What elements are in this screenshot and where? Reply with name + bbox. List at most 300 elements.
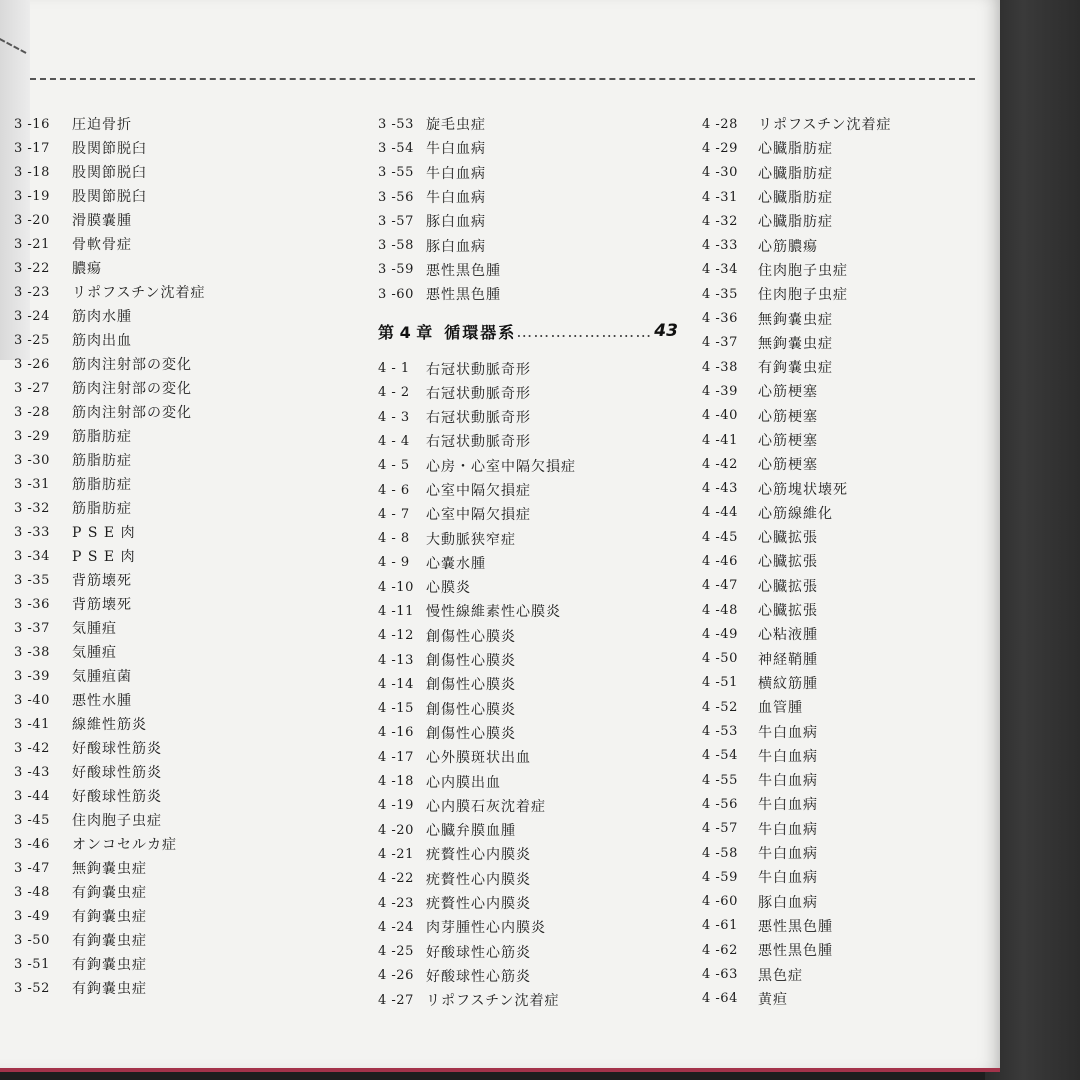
toc-entry — [14, 688, 205, 712]
toc-entry — [14, 616, 205, 640]
toc-column-2-top — [378, 112, 678, 306]
entry-title: 圧迫骨折 — [72, 117, 132, 133]
entry-number: 3 -29 — [14, 428, 50, 444]
entry-number: 3 -44 — [14, 788, 50, 804]
entry-number: 4 -25 — [378, 944, 414, 960]
entry-title: 心筋膿瘍 — [758, 238, 818, 255]
entry-number: 4 -47 — [702, 578, 738, 594]
entry-number: 4 -34 — [702, 262, 738, 278]
toc-column-3 — [702, 112, 891, 1011]
toc-entry — [702, 428, 891, 452]
entry-number: 4 -28 — [702, 116, 738, 132]
entry-title: 有鉤嚢虫症 — [72, 981, 147, 997]
toc-entry — [14, 352, 205, 376]
entry-number: 3 -52 — [14, 980, 50, 996]
entry-number: 4 - 1 — [378, 361, 410, 377]
entry-title: 創傷性心膜炎 — [426, 701, 516, 718]
entry-number: 3 -49 — [14, 908, 50, 924]
entry-number: 4 -44 — [702, 505, 738, 521]
toc-entry — [702, 233, 891, 257]
entry-number: 3 -20 — [14, 212, 50, 228]
entry-title: 心室中隔欠損症 — [426, 507, 531, 524]
toc-entry — [378, 258, 678, 282]
entry-number: 4 -49 — [702, 626, 738, 642]
toc-entry — [14, 808, 205, 832]
toc-entry — [14, 136, 205, 160]
entry-title: 心臓脂肪症 — [758, 214, 833, 231]
entry-number: 4 -46 — [702, 553, 738, 569]
entry-title: 疣贅性心内膜炎 — [426, 871, 531, 888]
entry-title: 好酸球性筋炎 — [72, 765, 162, 781]
entry-title: 好酸球性心筋炎 — [426, 968, 531, 985]
toc-entry — [14, 568, 205, 592]
entry-number: 4 -50 — [702, 651, 738, 667]
toc-entry — [702, 258, 891, 282]
toc-entry — [378, 282, 678, 306]
entry-title: 豚白血病 — [758, 894, 818, 911]
toc-entry — [14, 640, 205, 664]
entry-title: 筋肉水腫 — [72, 309, 132, 325]
entry-number: 3 -51 — [14, 956, 50, 972]
entry-title: 悪性黒色腫 — [758, 918, 833, 935]
toc-column-2 — [378, 112, 678, 1012]
entry-title: 大動脈狭窄症 — [426, 531, 516, 548]
entry-number: 4 -10 — [378, 579, 414, 595]
entry-title: リポフスチン沈着症 — [72, 285, 206, 301]
entry-number: 4 -31 — [702, 189, 738, 205]
entry-number: 3 -27 — [14, 380, 50, 396]
entry-title: リポフスチン沈着症 — [758, 117, 892, 134]
toc-entry — [378, 867, 678, 891]
toc-column-2-bottom — [378, 356, 678, 1012]
entry-title: 牛白血病 — [758, 748, 818, 765]
entry-title: 黄疸 — [758, 991, 788, 1008]
entry-title: 筋脂肪症 — [72, 453, 132, 469]
toc-entry — [702, 161, 891, 185]
entry-number: 3 -25 — [14, 332, 50, 348]
entry-title: 横紋筋腫 — [758, 675, 818, 692]
entry-number: 3 -56 — [378, 189, 414, 205]
entry-number: 3 -16 — [14, 116, 50, 132]
entry-number: 3 -59 — [378, 262, 414, 278]
entry-title: 牛白血病 — [426, 190, 486, 207]
entry-number: 3 -19 — [14, 188, 50, 204]
toc-entry — [702, 598, 891, 622]
toc-entry — [378, 745, 678, 769]
toc-entry — [702, 452, 891, 476]
entry-number: 3 -40 — [14, 692, 50, 708]
entry-title: 住肉胞子虫症 — [758, 287, 848, 304]
entry-number: 4 -43 — [702, 481, 738, 497]
entry-number: 3 -17 — [14, 140, 50, 156]
toc-entry — [14, 184, 205, 208]
toc-entry — [14, 328, 205, 352]
entry-title: 心臓拡張 — [758, 578, 818, 595]
entry-number: 3 -22 — [14, 260, 50, 276]
entry-number: 3 -45 — [14, 812, 50, 828]
entry-number: 4 - 6 — [378, 482, 410, 498]
toc-entry — [702, 817, 891, 841]
entry-title: 筋脂肪症 — [72, 477, 132, 493]
entry-number: 3 -21 — [14, 236, 50, 252]
entry-title: 心内膜石灰沈着症 — [426, 798, 546, 815]
entry-title: 心臓拡張 — [758, 530, 818, 547]
chapter-page-number: 43 — [654, 321, 678, 342]
toc-entry — [378, 940, 678, 964]
entry-title: 膿瘍 — [72, 261, 102, 277]
entry-number: 4 -17 — [378, 749, 414, 765]
entry-title: 好酸球性筋炎 — [72, 789, 162, 805]
entry-title: 旋毛虫症 — [426, 117, 486, 134]
toc-entry — [14, 904, 205, 928]
entry-number: 3 -31 — [14, 476, 50, 492]
entry-number: 4 -58 — [702, 845, 738, 861]
entry-title: 創傷性心膜炎 — [426, 677, 516, 694]
toc-entry — [378, 233, 678, 257]
entry-number: 3 -23 — [14, 284, 50, 300]
entry-title: 心嚢水腫 — [426, 555, 486, 572]
entry-title: リポフスチン沈着症 — [426, 993, 560, 1010]
entry-title: 肉芽腫性心内膜炎 — [426, 920, 546, 937]
entry-number: 4 -21 — [378, 846, 414, 862]
entry-title: 有鉤嚢虫症 — [72, 957, 147, 973]
entry-title: 牛白血病 — [758, 773, 818, 790]
entry-title: 骨軟骨症 — [72, 237, 132, 253]
top-dashed-rule — [30, 78, 975, 80]
toc-entry — [378, 964, 678, 988]
entry-title: 豚白血病 — [426, 238, 486, 255]
entry-number: 4 -45 — [702, 529, 738, 545]
toc-entry — [702, 355, 891, 379]
toc-entry — [378, 454, 678, 478]
entry-title: 無鉤嚢虫症 — [758, 335, 833, 352]
toc-entry — [702, 209, 891, 233]
entry-title: 股関節脱臼 — [72, 141, 147, 157]
entry-title: 心筋梗塞 — [758, 433, 818, 449]
toc-entry — [14, 232, 205, 256]
toc-entry — [702, 404, 891, 428]
toc-entry — [702, 792, 891, 816]
entry-title: 線維性筋炎 — [72, 717, 147, 733]
entry-title: 気腫疽菌 — [72, 669, 132, 685]
toc-entry — [378, 915, 678, 939]
entry-number: 3 -38 — [14, 644, 50, 660]
toc-entry — [14, 376, 205, 400]
toc-entry — [378, 405, 678, 429]
toc-entry — [702, 865, 891, 889]
chapter-number: 第 4 章 — [378, 322, 433, 342]
toc-entry — [378, 672, 678, 696]
entry-number: 3 -53 — [378, 116, 414, 132]
toc-entry — [378, 624, 678, 648]
entry-number: 4 -12 — [378, 628, 414, 644]
entry-title: P S E 肉 — [72, 549, 136, 565]
entry-number: 4 -16 — [378, 725, 414, 741]
entry-title: 神経鞘腫 — [758, 651, 818, 668]
entry-number: 4 -57 — [702, 821, 738, 837]
entry-number: 4 -42 — [702, 456, 738, 472]
toc-entry — [378, 185, 678, 209]
entry-title: 牛白血病 — [758, 724, 818, 741]
entry-number: 3 -35 — [14, 572, 50, 588]
entry-number: 4 -19 — [378, 798, 414, 814]
entry-title: 牛白血病 — [758, 846, 818, 863]
toc-entry — [378, 721, 678, 745]
entry-title: 気腫疽 — [72, 645, 117, 661]
entry-number: 3 -33 — [14, 524, 50, 540]
entry-number: 3 -60 — [378, 286, 414, 302]
entry-number: 4 -40 — [702, 408, 738, 424]
toc-entry — [14, 256, 205, 280]
entry-number: 4 -41 — [702, 432, 738, 448]
entry-title: 住肉胞子虫症 — [72, 813, 162, 829]
entry-title: 有鉤嚢虫症 — [758, 360, 833, 377]
entry-number: 3 -37 — [14, 620, 50, 636]
toc-entry — [14, 400, 205, 424]
toc-entry — [702, 379, 891, 403]
entry-title: 筋脂肪症 — [72, 429, 132, 445]
entry-number: 3 -42 — [14, 740, 50, 756]
entry-title: 黒色症 — [758, 967, 803, 984]
chapter-title: 循環器系 — [444, 322, 517, 342]
entry-title: 好酸球性筋炎 — [72, 741, 162, 757]
toc-entry — [702, 719, 891, 743]
toc-entry — [378, 112, 678, 136]
toc-entry — [702, 744, 891, 768]
entry-number: 4 -20 — [378, 822, 414, 838]
entry-number: 3 -57 — [378, 213, 414, 229]
entry-title: 筋肉出血 — [72, 333, 132, 349]
entry-number: 4 -37 — [702, 335, 738, 351]
entry-number: 4 -27 — [378, 992, 414, 1008]
entry-title: 心外膜斑状出血 — [426, 750, 531, 767]
toc-entry — [14, 424, 205, 448]
entry-number: 4 -14 — [378, 676, 414, 692]
entry-title: 心臓脂肪症 — [758, 190, 833, 207]
toc-entry — [702, 282, 891, 306]
toc-entry — [14, 712, 205, 736]
entry-number: 4 -33 — [702, 238, 738, 254]
entry-title: 無鉤嚢虫症 — [758, 311, 833, 328]
entry-title: 筋肉注射部の変化 — [72, 381, 192, 397]
entry-number: 4 -32 — [702, 213, 738, 229]
entry-title: 心筋梗塞 — [758, 408, 818, 425]
entry-number: 3 -24 — [14, 308, 50, 324]
entry-title: 心筋梗塞 — [758, 384, 818, 401]
toc-entry — [378, 648, 678, 672]
entry-title: 心筋塊状壊死 — [758, 481, 848, 498]
entry-number: 3 -46 — [14, 836, 50, 852]
entry-title: 心膜炎 — [426, 580, 471, 597]
toc-entry — [378, 209, 678, 233]
toc-entry — [14, 592, 205, 616]
entry-number: 3 -36 — [14, 596, 50, 612]
entry-number: 3 -28 — [14, 404, 50, 420]
entry-title: 住肉胞子虫症 — [758, 262, 848, 279]
entry-title: 心臓拡張 — [758, 554, 818, 571]
toc-entry — [702, 136, 891, 160]
toc-entry — [702, 185, 891, 209]
entry-title: 心粘液腫 — [758, 627, 818, 644]
entry-number: 4 -11 — [378, 603, 414, 619]
entry-number: 4 -26 — [378, 968, 414, 984]
entry-title: 心内膜出血 — [426, 774, 501, 791]
toc-entry — [702, 962, 891, 986]
entry-title: 有鉤嚢虫症 — [72, 909, 147, 925]
entry-title: 悪性黒色腫 — [758, 943, 833, 960]
entry-number: 3 -32 — [14, 500, 50, 516]
entry-title: 好酸球性心筋炎 — [426, 944, 531, 961]
entry-number: 4 -18 — [378, 774, 414, 790]
entry-title: 豚白血病 — [426, 214, 486, 231]
entry-title: 悪性水腫 — [72, 693, 132, 709]
entry-title: 疣贅性心内膜炎 — [426, 847, 531, 864]
toc-entry — [378, 842, 678, 866]
toc-entry — [14, 760, 205, 784]
entry-number: 4 -59 — [702, 869, 738, 885]
toc-entry — [14, 784, 205, 808]
entry-number: 4 -22 — [378, 871, 414, 887]
entry-title: 筋肉注射部の変化 — [72, 357, 192, 373]
toc-entry — [378, 769, 678, 793]
entry-title: 心房・心室中隔欠損症 — [426, 458, 576, 475]
entry-title: 滑膜嚢腫 — [72, 213, 132, 229]
toc-entry — [14, 880, 205, 904]
toc-entry — [14, 496, 205, 520]
toc-entry — [14, 544, 205, 568]
toc-entry — [702, 306, 891, 330]
entry-number: 4 -60 — [702, 894, 738, 910]
toc-entry — [14, 928, 205, 952]
entry-title: 牛白血病 — [758, 870, 818, 887]
toc-entry — [702, 525, 891, 549]
toc-entry — [702, 647, 891, 671]
toc-entry — [378, 697, 678, 721]
toc-entry — [378, 818, 678, 842]
entry-title: 右冠状動脈奇形 — [426, 434, 531, 451]
entry-title: 背筋壊死 — [72, 573, 132, 589]
toc-entry — [378, 429, 678, 453]
toc-column-1 — [14, 112, 205, 1000]
toc-entry — [14, 664, 205, 688]
entry-number: 4 -51 — [702, 675, 738, 691]
entry-title: 血管腫 — [758, 700, 803, 717]
toc-entry — [702, 914, 891, 938]
entry-number: 3 -55 — [378, 165, 414, 181]
toc-entry — [378, 526, 678, 550]
entry-number: 3 -26 — [14, 356, 50, 372]
toc-entry — [378, 381, 678, 405]
entry-title: 股関節脱臼 — [72, 189, 147, 205]
entry-title: 牛白血病 — [758, 797, 818, 814]
entry-number: 4 -52 — [702, 699, 738, 715]
entry-number: 4 -38 — [702, 359, 738, 375]
entry-number: 3 -39 — [14, 668, 50, 684]
toc-entry — [702, 671, 891, 695]
toc-entry — [378, 478, 678, 502]
entry-title: 悪性黒色腫 — [426, 262, 501, 279]
entry-title: 心臓弁膜血腫 — [426, 823, 516, 840]
entry-title: 悪性黒色腫 — [426, 287, 501, 304]
entry-title: 右冠状動脈奇形 — [426, 385, 531, 402]
entry-title: 牛白血病 — [426, 165, 486, 182]
toc-entry — [14, 832, 205, 856]
entry-number: 4 - 9 — [378, 555, 410, 571]
entry-number: 4 -36 — [702, 311, 738, 327]
entry-number: 4 - 8 — [378, 531, 410, 547]
toc-entry — [14, 976, 205, 1000]
toc-entry — [14, 112, 205, 136]
entry-title: 筋脂肪症 — [72, 501, 132, 517]
entry-number: 4 -24 — [378, 919, 414, 935]
toc-entry — [702, 890, 891, 914]
entry-number: 4 -56 — [702, 796, 738, 812]
entry-number: 3 -34 — [14, 548, 50, 564]
entry-number: 3 -47 — [14, 860, 50, 876]
entry-number: 4 -29 — [702, 140, 738, 156]
entry-title: P S E 肉 — [72, 525, 136, 541]
entry-number: 3 -41 — [14, 716, 50, 732]
entry-number: 4 -48 — [702, 602, 738, 618]
entry-number: 4 -15 — [378, 701, 414, 717]
entry-title: 創傷性心膜炎 — [426, 653, 516, 670]
toc-entry — [14, 280, 205, 304]
entry-number: 3 -50 — [14, 932, 50, 948]
toc-entry — [702, 622, 891, 646]
toc-entry — [378, 599, 678, 623]
entry-title: 牛白血病 — [758, 821, 818, 838]
entry-title: 心筋梗塞 — [758, 457, 818, 474]
entry-title: 心臓脂肪症 — [758, 141, 833, 158]
entry-title: 創傷性心膜炎 — [426, 628, 516, 645]
toc-entry — [702, 768, 891, 792]
toc-entry — [702, 987, 891, 1011]
entry-number: 4 -61 — [702, 918, 738, 934]
entry-number: 4 - 7 — [378, 506, 410, 522]
entry-number: 4 -23 — [378, 895, 414, 911]
toc-entry — [702, 938, 891, 962]
toc-entry — [702, 695, 891, 719]
toc-entry — [702, 476, 891, 500]
entry-number: 4 -30 — [702, 165, 738, 181]
toc-entry — [14, 208, 205, 232]
entry-number: 3 -48 — [14, 884, 50, 900]
entry-title: 右冠状動脈奇形 — [426, 361, 531, 378]
toc-entry — [378, 161, 678, 185]
toc-entry — [14, 472, 205, 496]
entry-number: 4 -53 — [702, 724, 738, 740]
entry-number: 4 -35 — [702, 286, 738, 302]
entry-number: 4 -39 — [702, 383, 738, 399]
entry-number: 4 -13 — [378, 652, 414, 668]
toc-entry — [378, 794, 678, 818]
toc-entry — [14, 448, 205, 472]
entry-title: 右冠状動脈奇形 — [426, 410, 531, 427]
entry-title: 疣贅性心内膜炎 — [426, 896, 531, 913]
toc-entry — [378, 988, 678, 1012]
entry-number: 3 -30 — [14, 452, 50, 468]
toc-entry — [702, 841, 891, 865]
entry-number: 3 -18 — [14, 164, 50, 180]
entry-number: 4 -54 — [702, 748, 738, 764]
entry-title: 股関節脱臼 — [72, 165, 147, 181]
toc-entry — [14, 160, 205, 184]
toc-entry — [14, 520, 205, 544]
entry-title: 慢性線維素性心膜炎 — [426, 604, 561, 621]
entry-number: 4 - 5 — [378, 458, 410, 474]
entry-title: 創傷性心膜炎 — [426, 725, 516, 742]
toc-entry — [702, 331, 891, 355]
